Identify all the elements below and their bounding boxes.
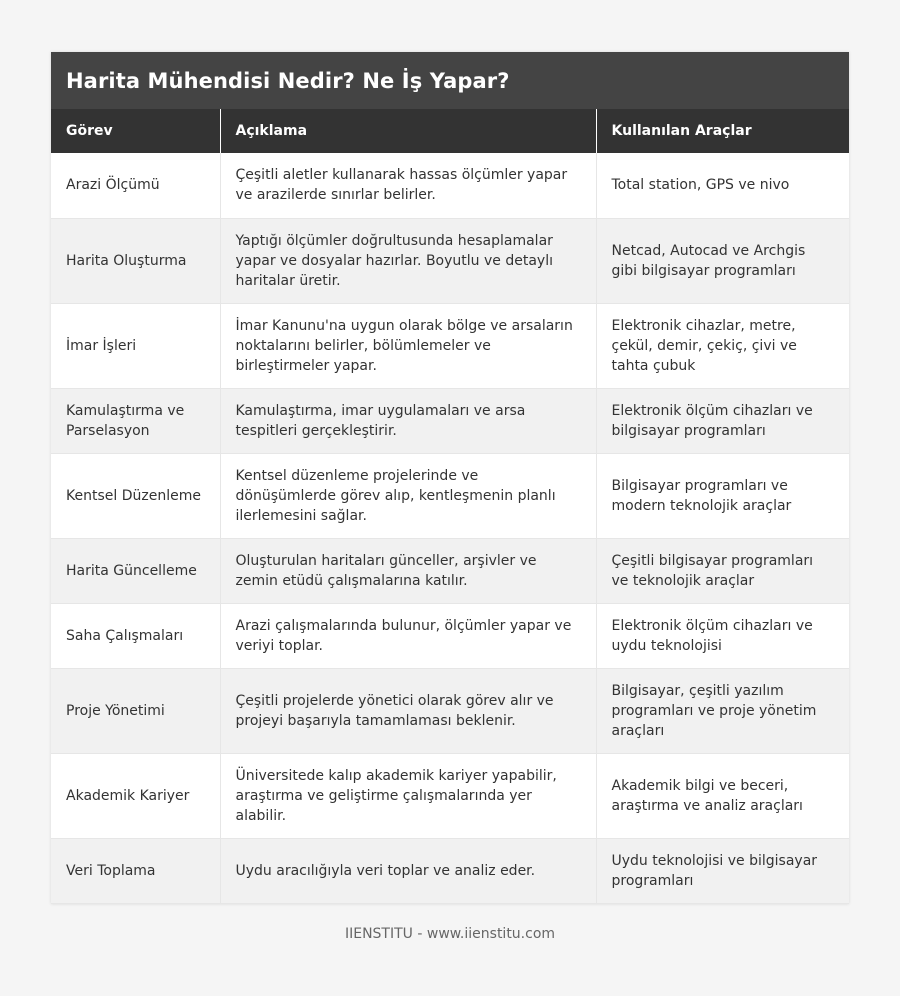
cell-gorev: Harita Güncelleme <box>51 538 220 603</box>
cell-gorev: Proje Yönetimi <box>51 668 220 753</box>
title-bar <box>51 52 849 109</box>
cell-aciklama: İmar Kanunu'na uygun olarak bölge ve arsaların noktalarını belirler, bölümlemeler ve birleştirmeler yapar. <box>220 303 596 388</box>
cell-aciklama: Üniversitede kalıp akademik kariyer yapabilir, araştırma ve geliştirme çalışmalarında yer alabilir. <box>220 753 596 838</box>
cell-aciklama: Uydu aracılığıyla veri toplar ve analiz eder. <box>220 838 596 903</box>
column-header-araclar: Kullanılan Araçlar <box>596 109 849 153</box>
table-row <box>51 303 849 388</box>
cell-gorev: Veri Toplama <box>51 838 220 903</box>
table-row <box>51 153 849 218</box>
cell-aciklama: Kamulaştırma, imar uygulamaları ve arsa tespitleri gerçekleştirir. <box>220 388 596 453</box>
column-header-aciklama: Açıklama <box>220 109 596 153</box>
footer-credit: IIENSTITU - www.iienstitu.com <box>344 926 556 942</box>
cell-araclar: Total station, GPS ve nivo <box>596 153 849 218</box>
cell-araclar: Bilgisayar programları ve modern teknolojik araçlar <box>596 453 849 538</box>
cell-gorev: Saha Çalışmaları <box>51 603 220 668</box>
cell-araclar: Uydu teknolojisi ve bilgisayar programları <box>596 838 849 903</box>
cell-aciklama: Kentsel düzenleme projelerinde ve dönüşümlerde görev alıp, kentleşmenin planlı ilerlemesini sağlar. <box>220 453 596 538</box>
info-card <box>51 52 849 904</box>
cell-aciklama: Çeşitli projelerde yönetici olarak görev alır ve projeyi başarıyla tamamlaması beklenir. <box>220 668 596 753</box>
table-row <box>51 753 849 838</box>
table-row <box>51 838 849 903</box>
cell-aciklama: Yaptığı ölçümler doğrultusunda hesaplamalar yapar ve dosyalar hazırlar. Boyutlu ve detaylı haritalar üretir. <box>220 218 596 303</box>
table-row <box>51 668 849 753</box>
table-row <box>51 538 849 603</box>
cell-araclar: Elektronik ölçüm cihazları ve uydu teknolojisi <box>596 603 849 668</box>
tasks-table <box>51 109 849 904</box>
cell-gorev: Kentsel Düzenleme <box>51 453 220 538</box>
cell-gorev: Kamulaştırma ve Parselasyon <box>51 388 220 453</box>
cell-gorev: Akademik Kariyer <box>51 753 220 838</box>
cell-aciklama: Oluşturulan haritaları günceller, arşivler ve zemin etüdü çalışmalarına katılır. <box>220 538 596 603</box>
table-header-row <box>51 109 849 153</box>
table-row <box>51 218 849 303</box>
cell-aciklama: Çeşitli aletler kullanarak hassas ölçümler yapar ve arazilerde sınırlar belirler. <box>220 153 596 218</box>
cell-araclar: Elektronik ölçüm cihazları ve bilgisayar programları <box>596 388 849 453</box>
table-row <box>51 453 849 538</box>
cell-aciklama: Arazi çalışmalarında bulunur, ölçümler yapar ve veriyi toplar. <box>220 603 596 668</box>
table-row <box>51 603 849 668</box>
cell-araclar: Çeşitli bilgisayar programları ve teknolojik araçlar <box>596 538 849 603</box>
column-header-gorev: Görev <box>51 109 220 153</box>
cell-gorev: Harita Oluşturma <box>51 218 220 303</box>
cell-gorev: Arazi Ölçümü <box>51 153 220 218</box>
page-title: Harita Mühendisi Nedir? Ne İş Yapar? <box>66 68 510 93</box>
cell-araclar: Elektronik cihazlar, metre, çekül, demir, çekiç, çivi ve tahta çubuk <box>596 303 849 388</box>
cell-araclar: Akademik bilgi ve beceri, araştırma ve analiz araçları <box>596 753 849 838</box>
cell-araclar: Bilgisayar, çeşitli yazılım programları ve proje yönetim araçları <box>596 668 849 753</box>
cell-gorev: İmar İşleri <box>51 303 220 388</box>
cell-araclar: Netcad, Autocad ve Archgis gibi bilgisayar programları <box>596 218 849 303</box>
table-row <box>51 388 849 453</box>
